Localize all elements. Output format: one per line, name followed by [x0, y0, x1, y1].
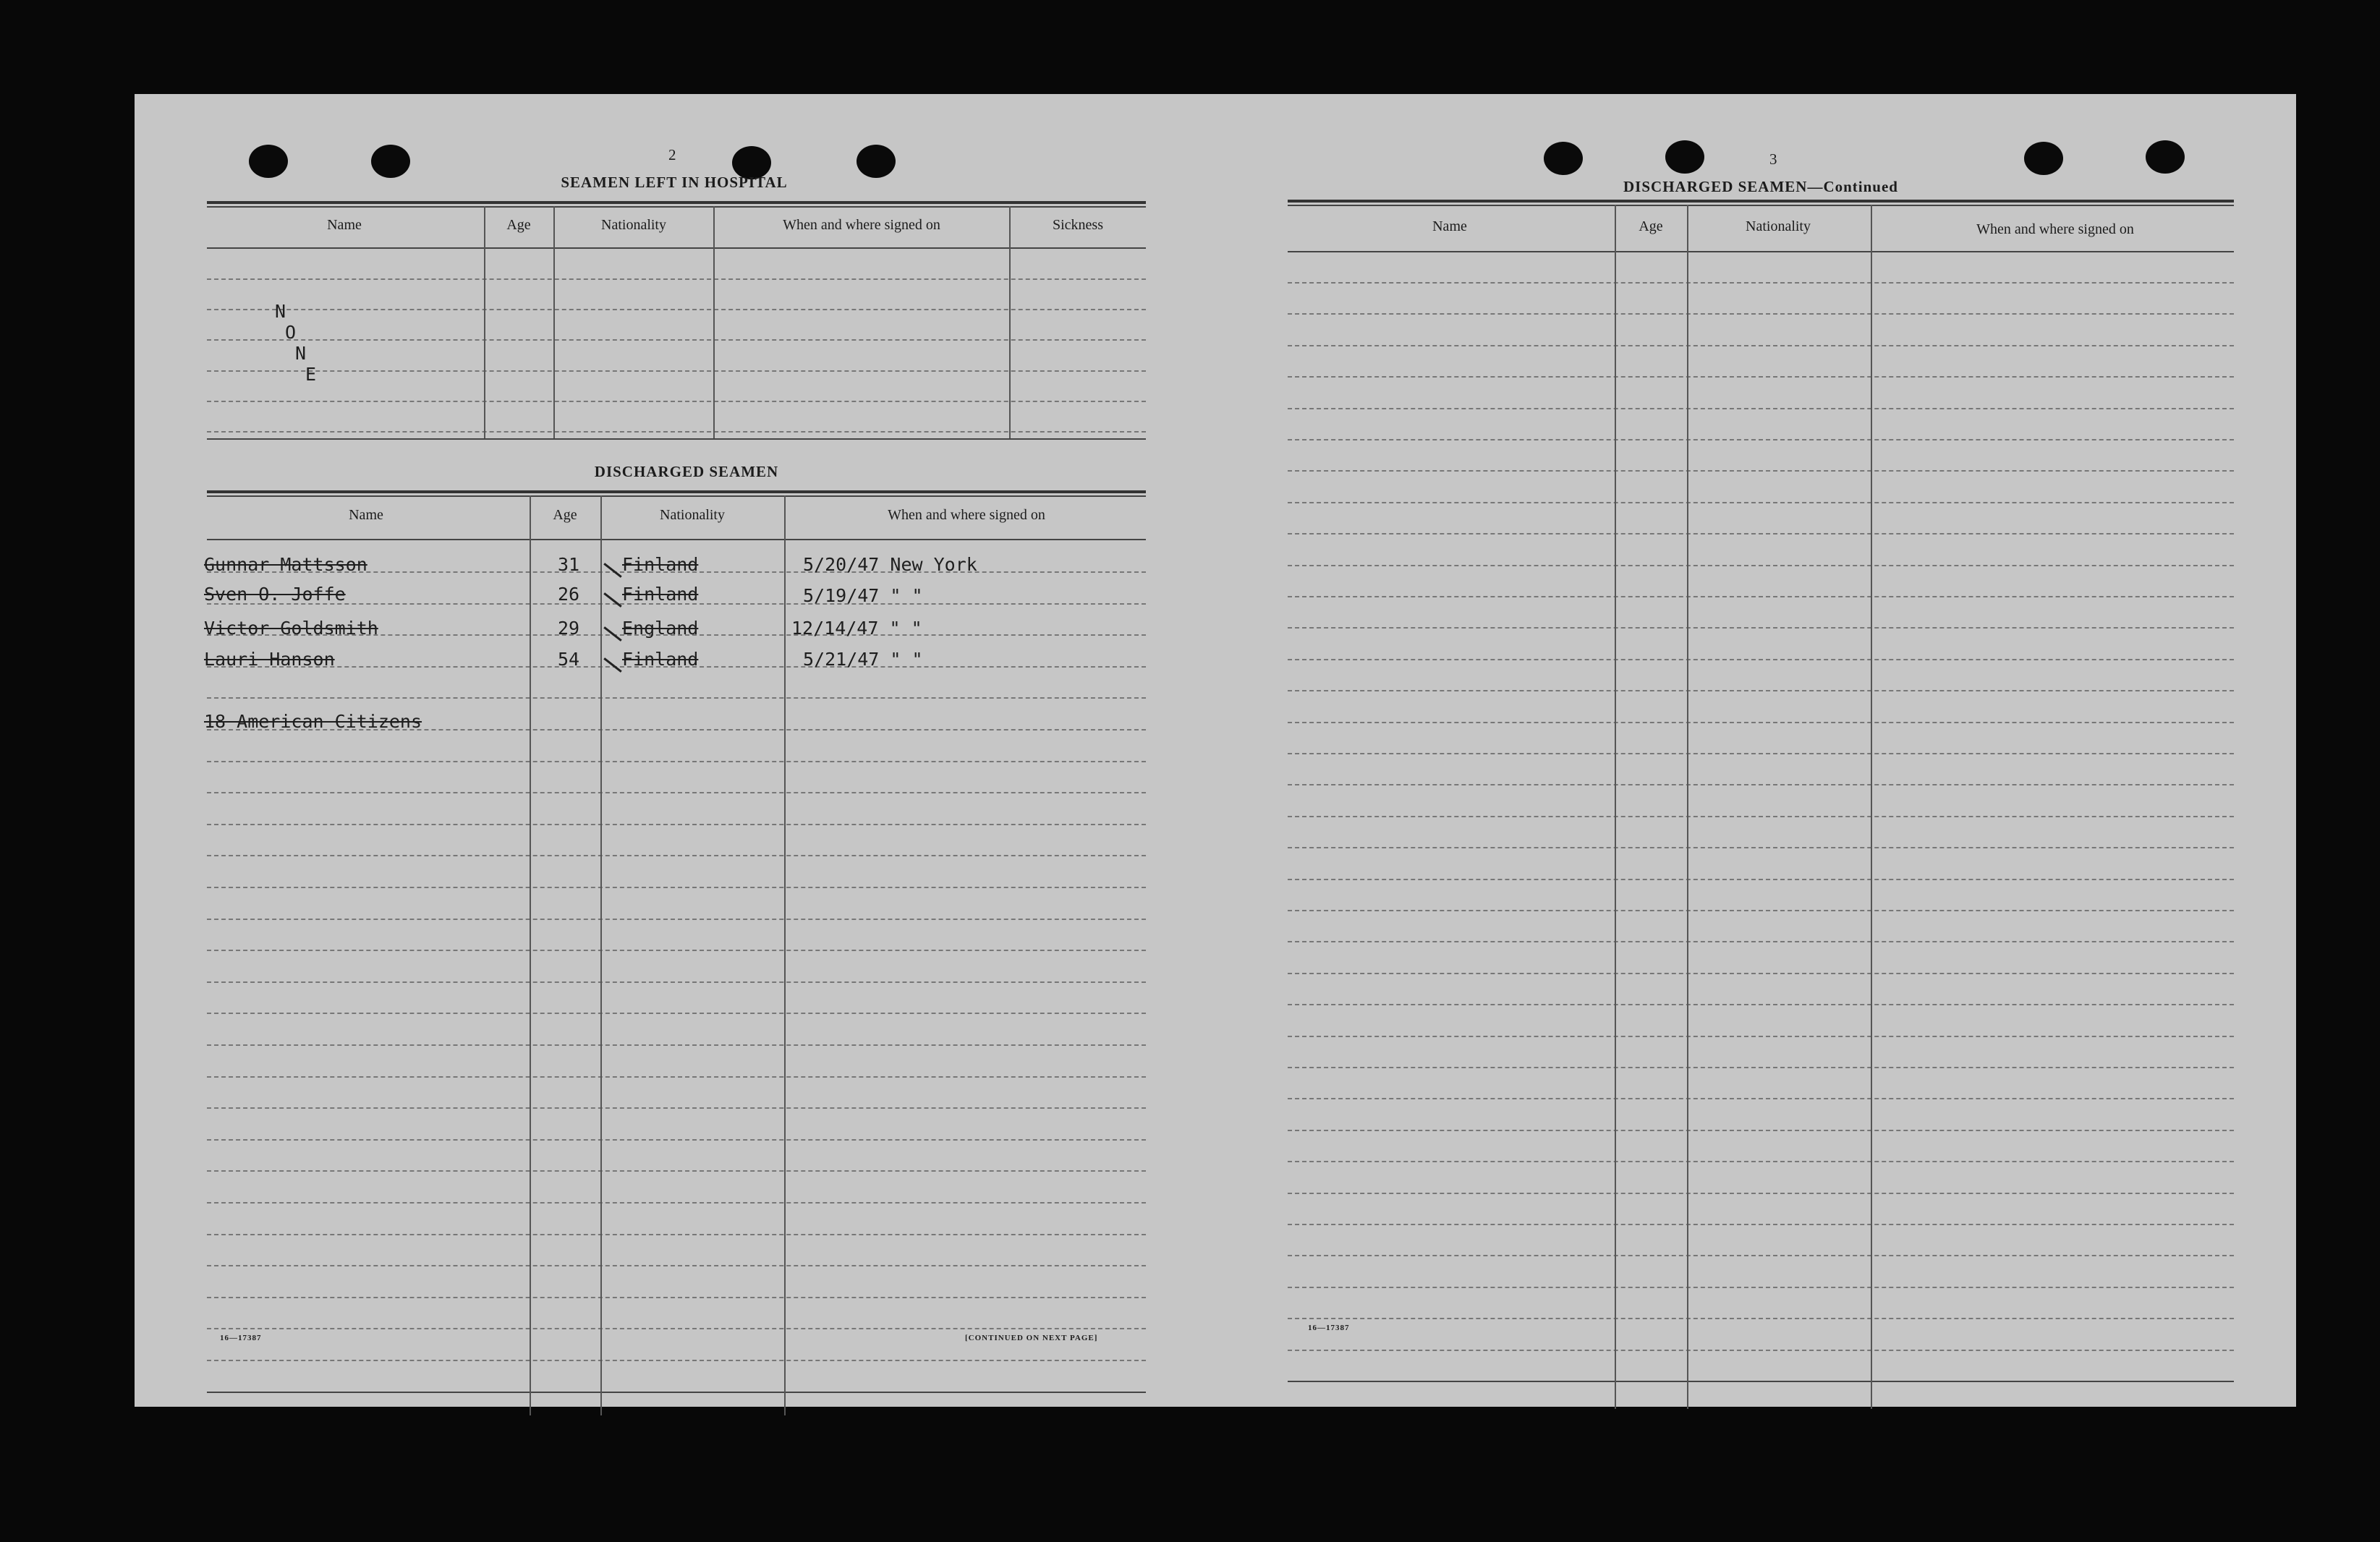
table-rule [1288, 659, 2234, 660]
column-header-nationality: Nationality [660, 507, 725, 523]
table-rule [1288, 282, 2234, 284]
none-entry-letter: O [285, 322, 297, 343]
seaman-nationality: Finland [622, 649, 699, 670]
table-rule [207, 761, 1146, 762]
seaman-age: 26 [558, 584, 580, 605]
table-rule [207, 1044, 1146, 1046]
table-rule [1288, 200, 2234, 203]
table-rule [207, 539, 1146, 540]
table-rule [1288, 345, 2234, 346]
table-rule [207, 792, 1146, 793]
table-rule [207, 490, 1146, 493]
seaman-age: 31 [558, 554, 580, 575]
column-divider [530, 495, 531, 1415]
table-rule [1288, 784, 2234, 785]
table-rule [207, 1107, 1146, 1109]
form-number: 16—17387 [1308, 1324, 1350, 1332]
table-rule [207, 950, 1146, 951]
table-rule [1288, 1036, 2234, 1037]
document-sheet [135, 94, 2296, 1407]
table-rule [207, 339, 1146, 341]
hospital-section-title: SEAMEN LEFT IN HOSPITAL [561, 174, 788, 191]
table-rule [207, 278, 1146, 280]
table-rule [207, 1170, 1146, 1172]
table-rule [207, 1139, 1146, 1141]
table-rule [207, 1392, 1146, 1393]
table-rule [207, 370, 1146, 372]
table-rule [1288, 1255, 2234, 1256]
table-rule [1288, 205, 2234, 206]
column-header-nationality: Nationality [1746, 218, 1811, 234]
check-mark [603, 657, 621, 673]
column-header-age: Age [1639, 218, 1663, 234]
column-header-sickness: Sickness [1053, 217, 1103, 233]
seaman-signed-on: 5/20/47 New York [803, 554, 977, 575]
punch-hole [1665, 140, 1704, 174]
table-rule [207, 1076, 1146, 1078]
seaman-name: Victor Goldsmith [204, 618, 378, 639]
table-rule [207, 1297, 1146, 1298]
page-number: 3 [1769, 150, 1777, 168]
table-rule [207, 495, 1146, 497]
column-divider [713, 206, 715, 438]
seaman-name: Gunnar Mattsson [204, 554, 367, 575]
table-rule [1288, 847, 2234, 848]
table-rule [1288, 753, 2234, 754]
table-rule [1288, 470, 2234, 472]
table-rule [207, 1013, 1146, 1014]
none-entry-letter: N [295, 343, 307, 364]
table-rule [207, 1234, 1146, 1235]
discharged-section-title: DISCHARGED SEAMEN [594, 463, 779, 480]
table-rule [1288, 1004, 2234, 1005]
form-number: 16—17387 [220, 1334, 262, 1342]
table-rule [1288, 1224, 2234, 1225]
table-rule [1288, 408, 2234, 409]
none-entry-letter: E [305, 364, 317, 385]
table-rule [1288, 1318, 2234, 1319]
table-rule [207, 824, 1146, 825]
table-rule [1288, 1350, 2234, 1351]
column-header-age: Age [506, 217, 531, 233]
table-rule [1288, 1287, 2234, 1288]
discharged-continued-title: DISCHARGED SEAMEN—Continued [1623, 178, 1898, 195]
table-rule [1288, 596, 2234, 597]
column-header-name: Name [1432, 218, 1467, 234]
column-divider [1615, 205, 1616, 1409]
table-rule [207, 401, 1146, 402]
table-rule [1288, 1161, 2234, 1162]
table-rule [207, 309, 1146, 310]
table-rule [207, 887, 1146, 888]
table-rule [1288, 1098, 2234, 1099]
check-mark [603, 592, 621, 608]
seaman-age: 54 [558, 649, 580, 670]
column-divider [484, 206, 485, 438]
table-rule [1288, 533, 2234, 534]
column-header-age: Age [553, 507, 577, 523]
column-header-name: Name [349, 507, 383, 523]
seaman-age: 29 [558, 618, 580, 639]
table-rule [207, 247, 1146, 249]
table-rule [1288, 627, 2234, 629]
table-rule [1288, 973, 2234, 974]
seaman-signed-on: 5/19/47 " " [803, 585, 923, 606]
table-rule [1288, 816, 2234, 817]
punch-hole [857, 145, 896, 178]
table-rule [207, 855, 1146, 856]
table-rule [1288, 1067, 2234, 1068]
table-rule [1288, 690, 2234, 691]
punch-hole [371, 145, 410, 178]
seaman-name: Lauri Hanson [204, 649, 335, 670]
seaman-nationality: England [622, 618, 699, 639]
citizens-note: 18 American Citizens [204, 711, 422, 732]
column-header-signed-on: When and where signed on [783, 217, 940, 233]
table-rule [207, 1360, 1146, 1361]
page-number: 2 [668, 146, 676, 163]
column-divider [784, 495, 786, 1415]
column-header-signed-on: When and where signed on [1976, 221, 2134, 237]
none-entry-letter: N [275, 301, 286, 322]
table-rule [207, 919, 1146, 920]
punch-hole [1544, 142, 1583, 175]
table-rule [1288, 722, 2234, 723]
table-rule [207, 1328, 1146, 1329]
table-rule [1288, 941, 2234, 942]
punch-hole [249, 145, 288, 178]
column-divider [1009, 206, 1011, 438]
table-rule [207, 201, 1146, 204]
continued-note: [CONTINUED ON NEXT PAGE] [965, 1334, 1098, 1342]
table-rule [207, 981, 1146, 983]
table-rule [1288, 313, 2234, 315]
punch-hole [2024, 142, 2063, 175]
table-rule [1288, 502, 2234, 503]
table-rule [207, 1202, 1146, 1204]
table-rule [1288, 910, 2234, 911]
table-rule [207, 1265, 1146, 1266]
column-divider [600, 495, 602, 1415]
table-rule [1288, 1193, 2234, 1194]
seaman-name: Sven O. Joffe [204, 584, 346, 605]
column-header-nationality: Nationality [601, 217, 666, 233]
seaman-nationality: Finland [622, 584, 699, 605]
table-rule [1288, 1381, 2234, 1382]
table-rule [1288, 1130, 2234, 1131]
seaman-signed-on: 12/14/47 " " [791, 618, 922, 639]
table-rule [1288, 439, 2234, 440]
seaman-signed-on: 5/21/47 " " [803, 649, 923, 670]
table-rule [1288, 376, 2234, 378]
column-divider [1687, 205, 1688, 1409]
column-divider [553, 206, 555, 438]
column-divider [1871, 205, 1872, 1409]
column-header-signed-on: When and where signed on [888, 507, 1045, 523]
column-header-name: Name [327, 217, 362, 233]
check-mark [603, 563, 621, 578]
table-rule [1288, 251, 2234, 252]
table-rule [207, 431, 1146, 433]
punch-hole [2146, 140, 2185, 174]
seaman-nationality: Finland [622, 554, 699, 575]
table-rule [207, 697, 1146, 699]
table-rule [207, 206, 1146, 208]
table-rule [1288, 879, 2234, 880]
table-rule [207, 438, 1146, 440]
table-rule [1288, 565, 2234, 566]
